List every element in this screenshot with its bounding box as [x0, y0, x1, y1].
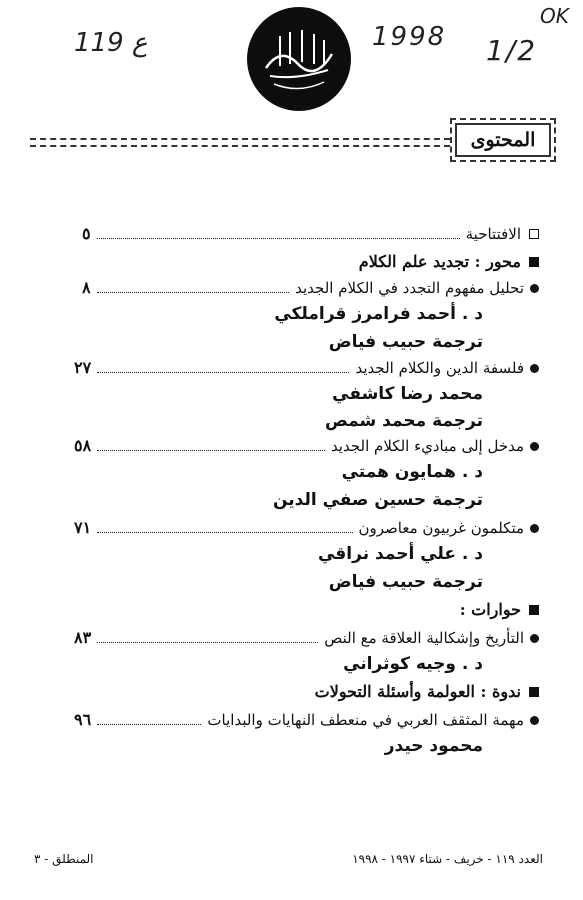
page-number: ٨ [82, 278, 91, 297]
entry-3-author: د . همايون همتي [341, 462, 483, 482]
page-number: ٢٧ [74, 358, 92, 377]
bullet-dot-icon [530, 634, 539, 643]
dot-leader [97, 632, 318, 643]
section-label: ندوة : العولمة وأسئلة التحولات [314, 682, 521, 701]
open-square-bullet-icon [529, 229, 539, 239]
toc-entry-2[interactable] [74, 358, 539, 377]
filled-square-bullet-icon [529, 687, 539, 697]
dot-leader [97, 714, 201, 725]
toc-entry-opening[interactable] [82, 224, 539, 243]
handwritten-year: 1998 [372, 22, 447, 52]
entry-1-author: د . أحمد فرامرز قراملكي [274, 304, 483, 324]
handwritten-fraction: 1/2 [486, 34, 538, 67]
handwritten-issue-number: 119 ع [74, 28, 148, 58]
entry-6-author: محمود حيدر [384, 736, 483, 756]
page-number: ٩٦ [74, 710, 92, 729]
entry-label: مهمة المثقف العربي في منعطف النهايات والبدايات [207, 711, 524, 729]
entry-5-author: د . وجيه كوثراني [343, 654, 483, 674]
dot-leader [97, 228, 460, 239]
page-number: ٥٨ [74, 436, 92, 455]
section-label: حوارات : [459, 600, 521, 619]
entry-label: تحليل مفهوم التجدد في الكلام الجديد [295, 279, 524, 297]
entry-label: مدخل إلى مباديء الكلام الجديد [330, 437, 524, 455]
toc-entry-6[interactable] [74, 710, 539, 729]
page-number: ٧١ [74, 518, 92, 537]
page-title: المحتوى [455, 123, 551, 157]
toc-entry-5[interactable] [74, 628, 539, 647]
bullet-dot-icon [530, 524, 539, 533]
entry-label: متكلمون غربيون معاصرون [358, 519, 524, 537]
bullet-dot-icon [530, 442, 539, 451]
dot-leader [97, 440, 325, 451]
dot-leader [97, 362, 349, 373]
entry-4-author: د . علي أحمد نراقي [317, 544, 483, 564]
entry-label: الافتتاحية [465, 225, 521, 243]
filled-square-bullet-icon [529, 605, 539, 615]
footer-issue-info: العدد ١١٩ - خريف - شتاء ١٩٩٧ - ١٩٩٨ [352, 852, 543, 866]
entry-label: التأريخ وإشكالية العلاقة مع النص [324, 629, 524, 647]
toc-section-symposium [315, 682, 539, 701]
page-number: ٥ [82, 224, 91, 243]
handwritten-ok-mark: OK [540, 4, 569, 28]
page-number: ٨٣ [74, 628, 92, 647]
entry-1-translator: ترجمة حبيب فياض [328, 332, 483, 352]
toc-section-kalam [359, 252, 539, 271]
entry-2-author: محمد رضا كاشفي [332, 384, 483, 404]
footer-journal-page: المنطلق - ٣ [34, 852, 94, 866]
bullet-dot-icon [530, 284, 539, 293]
toc-entry-3[interactable] [74, 436, 539, 455]
dot-leader [97, 282, 290, 293]
dot-leader [97, 522, 352, 533]
toc-section-interviews [460, 600, 539, 619]
filled-square-bullet-icon [529, 257, 539, 267]
entry-label: فلسفة الدين والكلام الجديد [355, 359, 524, 377]
section-label: محور : تجديد علم الكلام [358, 252, 521, 271]
bullet-dot-icon [530, 716, 539, 725]
entry-3-translator: ترجمة حسين صفي الدين [272, 490, 483, 510]
bullet-dot-icon [530, 364, 539, 373]
toc-entry-4[interactable] [74, 518, 539, 537]
entry-4-translator: ترجمة حبيب فياض [328, 572, 483, 592]
toc-entry-1[interactable] [82, 278, 539, 297]
entry-2-translator: ترجمة محمد شمص [324, 411, 483, 431]
